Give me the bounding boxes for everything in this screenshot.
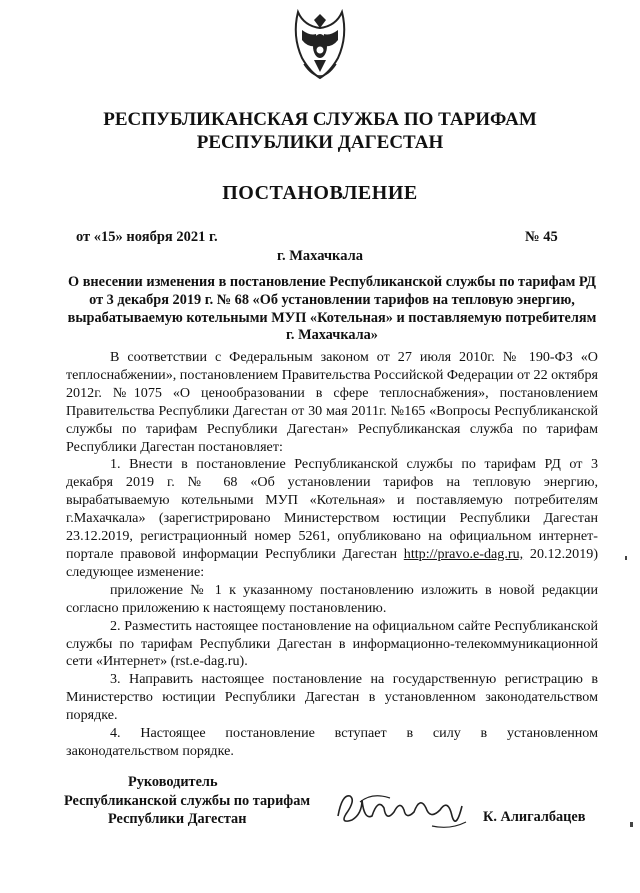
scan-speck (625, 556, 627, 560)
organization-name-line2: РЕСПУБЛИКИ ДАГЕСТАН (196, 132, 444, 153)
signatory-title (64, 773, 310, 829)
handwritten-signature (332, 786, 472, 834)
document-body (66, 349, 598, 761)
item-2-paragraph: 2. Разместить настоящее постановление на официальном сайте Республиканской службы по тарифам Республики Дагестан в информационно-телекоммуникационной сети «Интернет» (rst.e-dag.ru). (66, 617, 598, 670)
coat-of-arms-emblem (288, 6, 352, 84)
item-1-change-paragraph: приложение № 1 к указанному постановлению изложить в новой редакции согласно приложению к настоящему постановлению. (66, 581, 598, 616)
signatory-title-line3: Республики Дагестан (108, 811, 247, 827)
document-number: № 45 (525, 229, 558, 245)
preamble-paragraph: В соответствии с Федеральным законом от 27 июля 2010г. № 190-ФЗ «О теплоснабжении», постановлением Правительства Российской Федерации от 22 октября 2012г. №1075 «О ценообразовании в сфере теплоснабжения», постановлением Правительства Республики Дагестан от 30 мая 2011г. №165 «Вопросы Республиканской службы по тарифам Республики Дагестан» Республиканская служба по тарифам Республики Дагестан постановляет: (66, 349, 599, 455)
pravo-portal-link[interactable]: http://pravo.e-dag.ru, (403, 545, 524, 562)
document-title: ПОСТАНОВЛЕНИЕ (222, 182, 418, 204)
organization-name-line1: РЕСПУБЛИКАНСКАЯ СЛУЖБА ПО ТАРИФАМ (103, 109, 537, 130)
document-subject: О внесении изменения в постановление Республиканской службы по тарифам РД от 3 декабря 2019 г. № 68 «Об установлении тарифов на тепловую энергию, вырабатываемую котельными МУП «Котельная» и поставляемую потребителям г. Махачкала» (67, 274, 597, 344)
scan-speck (630, 822, 633, 827)
signatory-name: К. Алигалбацев (483, 809, 586, 825)
item-1-paragraph (66, 456, 598, 581)
item-1-text: 1. Внести в постановление Республиканской службы по тарифам РД от 3 декабря 2019 г. № 68 «Об установлении тарифов на тепловую энергию, вырабатываемую котельными МУП «Котельная» и поставляемую потребителям г.Махачкала» (зарегистрировано Министерством юстиции Республики Дагестан 23.12.2019, регистрационный номер 5261, опубликовано на официальном интернет-портале правовой информации Республики Дагестан (66, 456, 598, 562)
signatory-title-line2: Республиканской службы по тарифам (64, 792, 311, 809)
document-date: от «15» ноября 2021 г. (76, 229, 218, 245)
item-4-paragraph: 4. Настоящее постановление вступает в силу в установленном законодательством порядке. (66, 725, 598, 759)
document-city: г. Махачкала (277, 248, 363, 264)
item-1-text-end: 20.12.2019) следующее изменение: (66, 545, 599, 580)
item-3-paragraph: 3. Направить настоящее постановление на государственную регистрацию в Министерство юстиции Республики Дагестан в установленном законодательством порядке. (66, 671, 598, 724)
signatory-title-line1: Руководитель (128, 774, 218, 790)
